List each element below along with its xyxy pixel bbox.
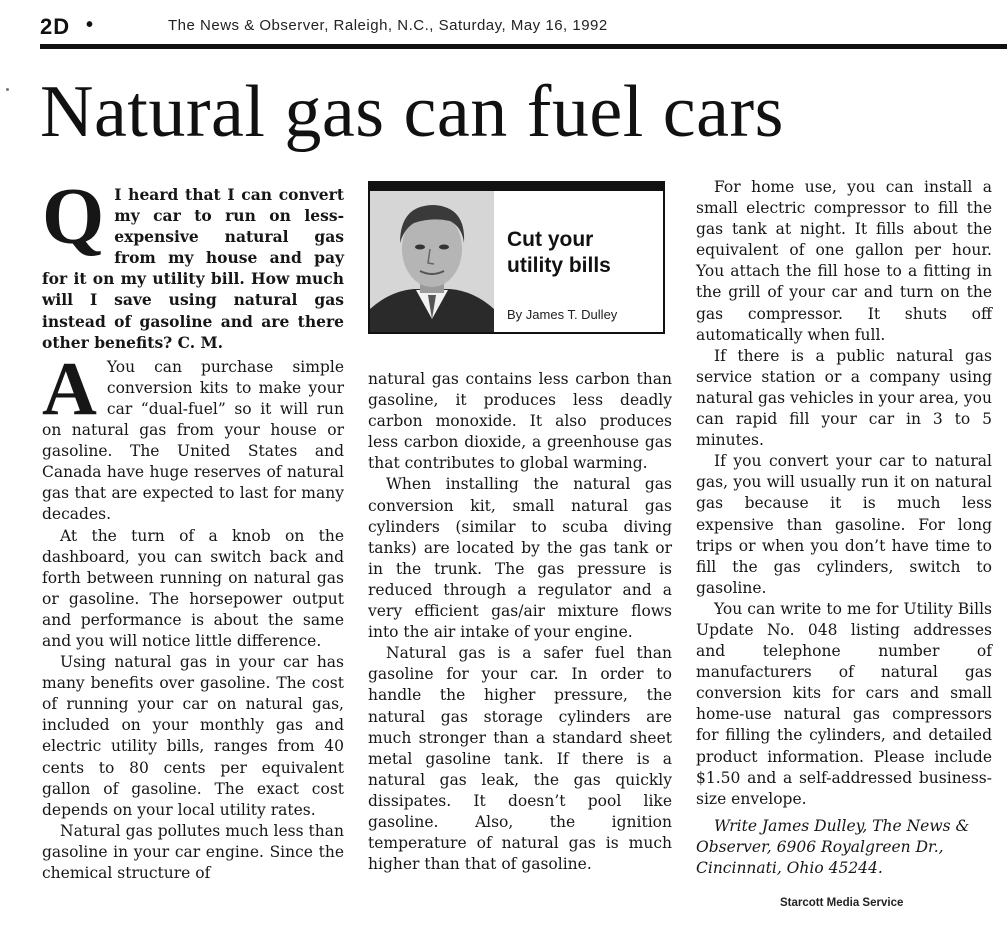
article-paragraph: At the turn of a knob on the dashboard, you can switch back and forth between running on natural gas or gasoline. The horsepower output and performance is about the same and you will notice little difference. (42, 526, 344, 650)
page-number-bullet: • (86, 14, 94, 36)
answer-text: You can purchase simple conversion kits to make your car “dual-fuel” so it will run on natural gas from your house or gasoline. The United States and Canada have huge reserves of natural gas that are expected to last for many decades. (42, 357, 344, 524)
question-text: I heard that I can convert my car to run on less-expensive natural gas from my house and pay for it on my utility bill. How much will I save using natural gas instead of gasoline and are there other benefits? C. M. (42, 185, 344, 352)
article-paragraph: For home use, you can install a small electric compressor to fill the gas tank at night. It fills about the equivalent of one gallon per hour. You attach the fill hose to a fitting in the grill of your car and turn on the gas compressor. It shuts off automatically when full. (696, 178, 992, 344)
column-logo-title (507, 227, 657, 279)
dateline: The News & Observer, Raleigh, N.C., Saturday, May 16, 1992 (168, 17, 608, 34)
question-block (42, 173, 344, 353)
logo-top-bar (370, 183, 663, 191)
article-paragraph: If you convert your car to natural gas, you will usually run it on natural gas because it is much less expensive than gasoline. For long trips or when you don’t have time to fill the gas cylinders, switch to gasoline. (696, 452, 992, 597)
article-paragraph: If there is a public natural gas service station or a company using natural gas vehicles in your area, you can rapid fill your car in 3 to 5 minutes. (696, 346, 992, 450)
column-byline: By James T. Dulley (507, 307, 618, 322)
answer-block (42, 346, 344, 526)
column-logo-box (368, 181, 665, 334)
answer-dropcap: A (42, 346, 97, 431)
scan-speck (6, 88, 9, 91)
author-photo (370, 191, 494, 332)
question-dropcap: Q (42, 173, 105, 261)
article-paragraph: Natural gas pollutes much less than gasoline in your car engine. Since the chemical structure of (42, 821, 344, 882)
article-column-3 (696, 177, 992, 879)
author-address-signoff: Write James Dulley, The News & Observer, 6906 Royalgreen Dr., Cincinnati, Ohio 45244. (696, 816, 970, 877)
page-folio (40, 14, 1000, 42)
article-paragraph: You can write to me for Utility Bills Update No. 048 listing addresses and telephone number of manufacturers of natural gas conversion kits for cars and small home-use natural gas compressors for filling the cylinders, and detailed product information. Please include $1.50 and a self-addressed business-size envelope. (696, 599, 992, 808)
article-column-1 (42, 173, 344, 884)
article-paragraph: Natural gas is a safer fuel than gasoline for your car. In order to handle the higher pressure, the natural gas storage cylinders are much stronger than a standard sheet metal gasoline tank. If there is a natural gas leak, the gas quickly dissipates. It doesn’t pool like gasoline. Also, the ignition temperature of natural gas is much higher than that of gasoline. (368, 644, 672, 874)
column-logo-title-line-2: utility bills (507, 254, 611, 277)
syndication-credit: Starcott Media Service (780, 897, 904, 909)
headline: Natural gas can fuel cars (40, 71, 784, 153)
article-paragraph: When installing the natural gas conversion kit, small natural gas cylinders (similar to scuba diving tanks) are located by the gas tank or in the trunk. The gas pressure is reduced through a regulator and a very efficient gas/air mixture flows into the air intake of your engine. (368, 475, 672, 642)
article-paragraph: natural gas contains less carbon than gasoline, it produces less deadly carbon monoxide. It also produces less carbon dioxide, a greenhouse gas that contributes to global warming. (368, 370, 672, 473)
article-paragraph: Using natural gas in your car has many benefits over gasoline. The cost of running your car on natural gas, included on your monthly gas and electric utility bills, ranges from 40 cents to 80 cents per equivalent gallon of gasoline. The exact cost depends on your local utility rates. (42, 653, 344, 819)
author-portrait-icon (370, 191, 494, 332)
folio-rule (40, 44, 1007, 49)
page-number: 2D (40, 14, 71, 39)
article-column-2 (368, 369, 672, 875)
column-logo-title-line-1: Cut your (507, 228, 594, 251)
